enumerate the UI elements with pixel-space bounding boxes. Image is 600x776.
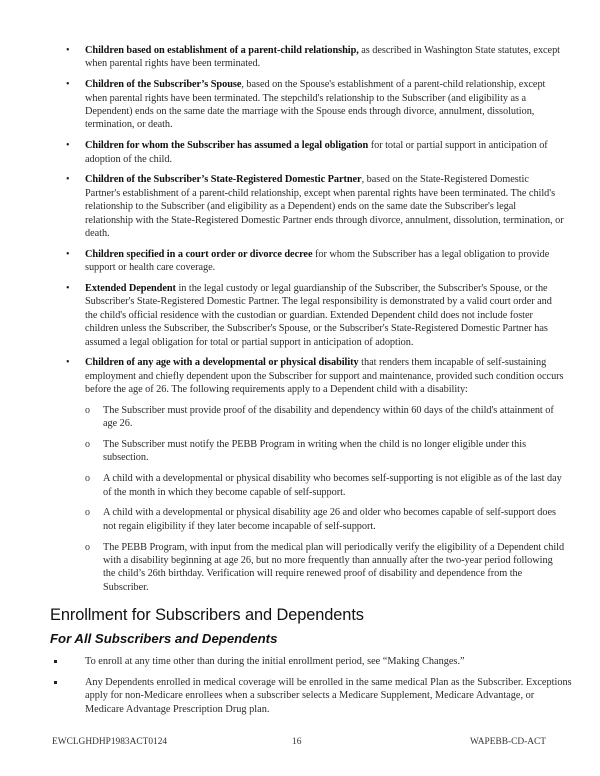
list-item [66, 173, 566, 240]
item-term: Children for whom the Subscriber has assumed a legal obligation [85, 140, 369, 152]
sub-bullet-icon: o [85, 438, 90, 450]
enrollment-text: To enroll at any time other than during the initial enrollment period, see “Making Changes.” [85, 656, 465, 667]
sub-list-item [85, 404, 566, 431]
bullet-icon: • [66, 140, 70, 152]
form-code: WAPEBB-CD-ACT [469, 737, 546, 747]
square-bullet-icon [54, 660, 57, 663]
sub-list-item [85, 472, 566, 499]
page-number: 16 [292, 737, 302, 747]
requirement-text: The PEBB Program, with input from the medical plan will periodically verify the eligibility of a Dependent child with a disability beginning at age 26, but no more frequently than annually after the two-year period following the child’s 26th birthday. Verification will require renewed proof of disability and dependence from the Subscriber. [103, 541, 565, 593]
list-item [66, 282, 566, 349]
list-item [66, 139, 566, 166]
bullet-icon: • [66, 357, 70, 369]
list-item [66, 44, 566, 71]
section-subheading: For All Subscribers and Dependents [50, 631, 278, 646]
bullet-icon: • [66, 45, 70, 56]
requirement-text: The Subscriber must notify the PEBB Program in writing when the child is no longer eligible under this subsection. [103, 438, 527, 464]
square-bullet-icon [54, 681, 57, 684]
dependent-children-section [66, 44, 566, 602]
item-description: in the legal custody or legal guardianship of the Subscriber, the Subscriber's Spouse, or the Subscriber's State-Registered Domestic Partner. The legal responsibility is demonstrated by a valid court order and the child's official residence with the custodian or guardian. Extended Dependent child does not include foster children unless the Subscriber, the Subscriber's Spouse, or the Subscriber's State-Registered Domestic Partner has assumed a legal obligation for total or partial support in anticipation of adoption. [85, 283, 552, 348]
item-description: for whom the Subscriber has a legal obligation to provide support or health care coverage. [85, 248, 550, 274]
sub-bullet-icon: o [85, 541, 90, 553]
requirement-text: The Subscriber must provide proof of the disability and dependency within 60 days of the child's attainment of age 26. [103, 404, 554, 430]
list-item [66, 248, 566, 275]
sub-list-item [85, 506, 566, 533]
item-description: for total or partial support in anticipation of adoption of the child. [85, 140, 548, 165]
item-term: Children of the Subscriber’s Spouse [85, 79, 242, 91]
item-description: , based on the Spouse's establishment of a parent-child relationship, except when parental rights have been terminated. The stepchild's relationship to the Subscriber (and eligibility as a Dependent) ends on the same date the marriage with the Spouse ends through divorce, annulment, dissolution, termination, or death. [85, 79, 546, 131]
sub-bullet-icon: o [85, 473, 90, 485]
sub-list-item [85, 438, 566, 465]
bullet-icon: • [66, 283, 70, 295]
sub-bullet-icon: o [85, 507, 90, 519]
item-term: Children specified in a court order or divorce decree [85, 248, 313, 260]
item-description: , based on the State-Registered Domestic Partner's establishment of a parent-child relationship, except when parental rights have been terminated. The child's relationship to the Subscriber (and eligibility as a Dependent) ends on the same date the Subscriber's legal relationship with the State-Registered Domestic Partner ends through divorce, annulment, dissolution, termination, or death. [85, 174, 564, 240]
item-term: Children based on establishment of a parent-child relationship, [85, 45, 359, 56]
section-heading: Enrollment for Subscribers and Dependents [50, 606, 364, 624]
item-term: Children of the Subscriber’s State-Registered Domestic Partner [85, 174, 362, 186]
bullet-icon: • [66, 248, 70, 260]
dependent-children-list [66, 44, 566, 594]
bullet-icon: • [66, 174, 70, 186]
enrollment-list [52, 655, 572, 723]
list-item [52, 655, 572, 668]
enrollment-text: Any Dependents enrolled in medical coverage will be enrolled in the same medical Plan as the Subscriber. Exceptions apply for non-Medicare enrollees when a subscriber selects a Medicare Supplement, Medicare Advantage, or Medicare Advantage Prescription Drug plan. [85, 676, 572, 715]
list-item [52, 676, 572, 716]
list-item [66, 356, 566, 594]
list-item [66, 78, 566, 132]
requirement-text: A child with a developmental or physical disability who becomes self-supporting is not eligible as of the last day of the month in which they become capable of self-support. [103, 473, 562, 498]
bullet-icon: • [66, 79, 70, 91]
disability-requirements-list [85, 404, 566, 594]
item-term: Children of any age with a developmental or physical disability [85, 357, 359, 369]
item-term: Extended Dependent [85, 283, 176, 295]
sub-bullet-icon: o [85, 404, 90, 416]
document-code: EWCLGHDHP1983ACT0124 [52, 737, 168, 747]
item-description: as described in Washington State statutes, except when parental rights have been terminated. [85, 45, 560, 70]
sub-list-item [85, 541, 566, 595]
requirement-text: A child with a developmental or physical disability age 26 and older who becomes capable of self-support does not regain eligibility if they later become incapable of self-support. [103, 507, 556, 532]
item-description: that renders them incapable of self-sustaining employment and chiefly dependent upon the Subscriber for support and maintenance, provided such condition occurs before the age of 26. The following requirements apply to a Dependent child with a disability: [85, 357, 564, 396]
